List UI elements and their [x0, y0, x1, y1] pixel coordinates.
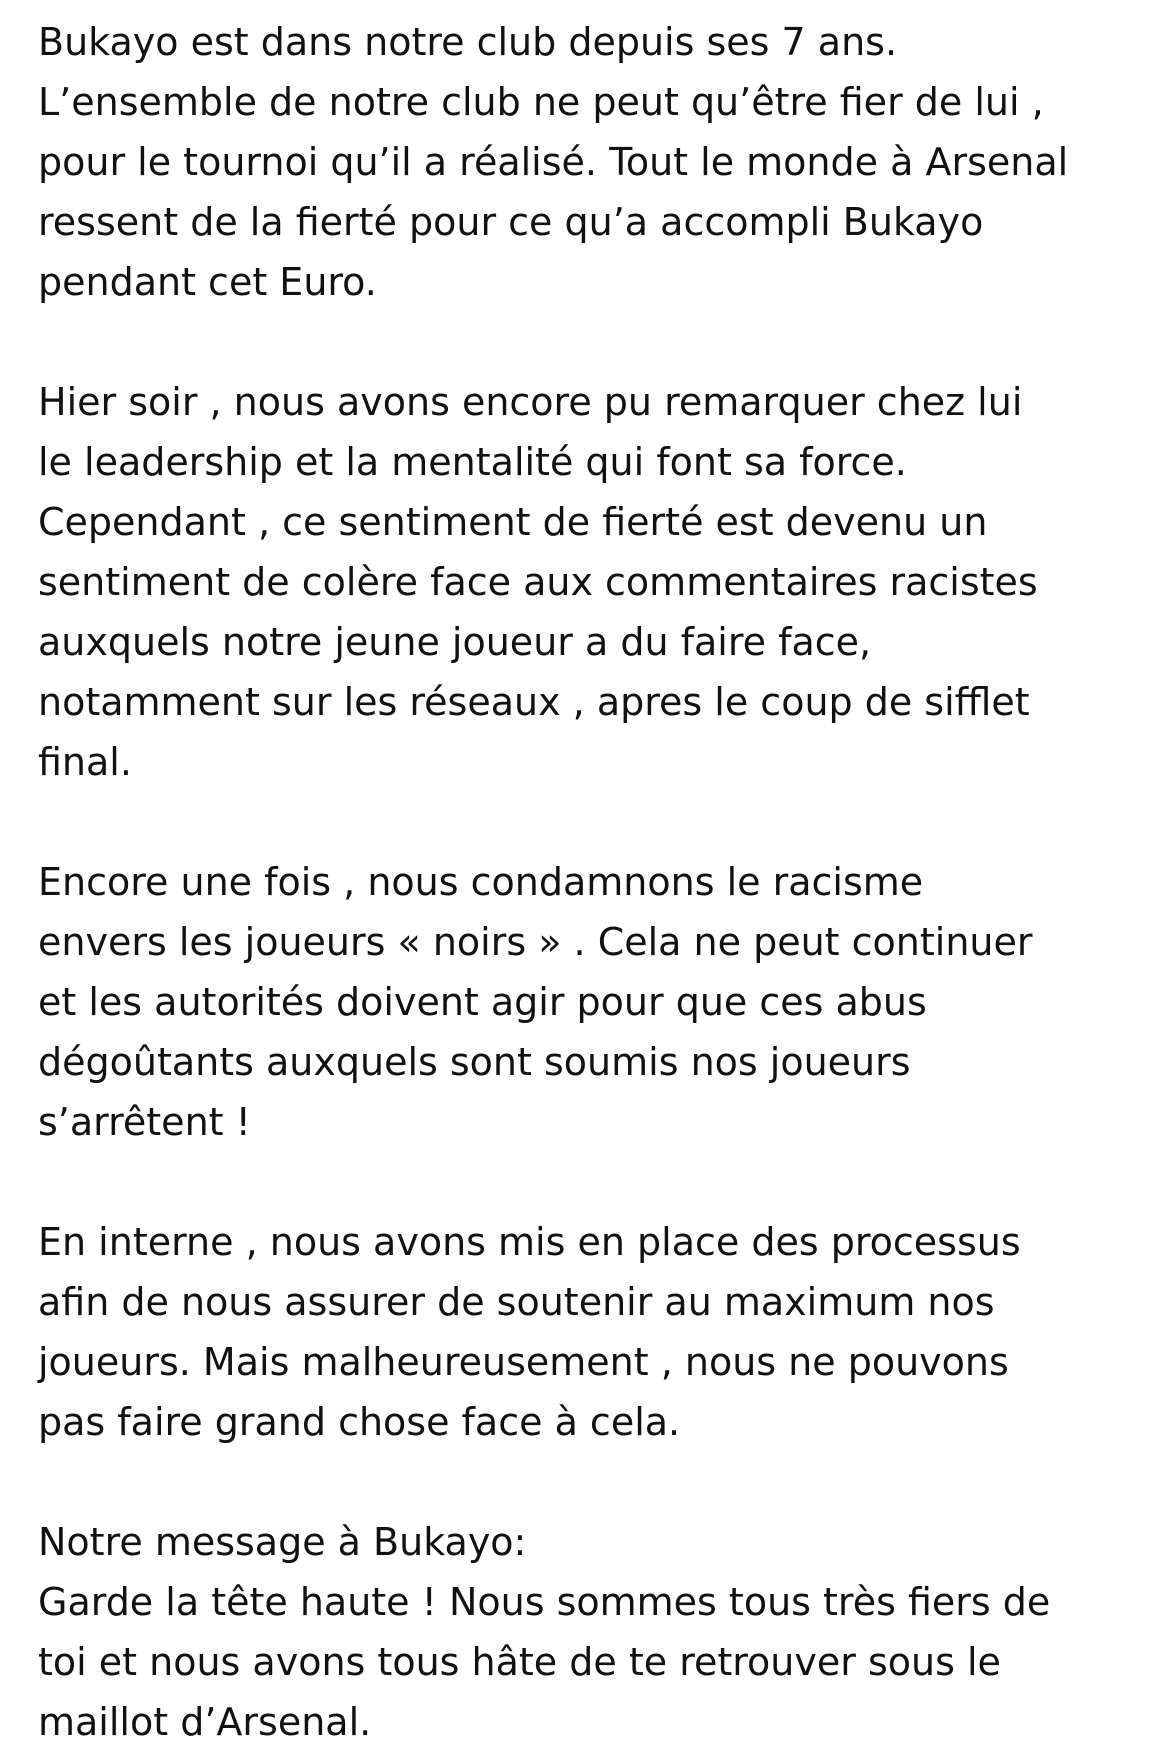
text-line: En interne , nous avons mis en place des processus — [38, 1220, 1021, 1264]
text-line: s’arrêtent ! — [38, 1100, 251, 1144]
paragraph — [38, 372, 1158, 792]
text-line: pendant cet Euro. — [38, 260, 377, 304]
paragraph — [38, 852, 1158, 1152]
paragraph-spacer — [38, 1152, 1158, 1212]
text-line: dégoûtants auxquels sont soumis nos joueurs — [38, 1040, 911, 1084]
text-line: auxquels notre jeune joueur a du faire face, — [38, 620, 872, 664]
text-line: maillot d’Arsenal. — [38, 1700, 372, 1744]
text-line: Cependant , ce sentiment de fierté est devenu un — [38, 500, 988, 544]
text-line: notamment sur les réseaux , apres le coup de sifflet — [38, 680, 1030, 724]
text-line: joueurs. Mais malheureusement , nous ne pouvons — [38, 1340, 1009, 1384]
text-line: le leadership et la mentalité qui font sa force. — [38, 440, 907, 484]
paragraph — [38, 1212, 1158, 1452]
text-line: Notre message à Bukayo: — [38, 1520, 527, 1564]
text-line: pas faire grand chose face à cela. — [38, 1400, 681, 1444]
text-line: Bukayo est dans notre club depuis ses 7 ans. — [38, 20, 898, 64]
text-line: pour le tournoi qu’il a réalisé. Tout le monde à Arsenal — [38, 140, 1069, 184]
text-line: final. — [38, 740, 132, 784]
paragraph-spacer — [38, 1452, 1158, 1512]
text-line: L’ensemble de notre club ne peut qu’être fier de lui , — [38, 80, 1044, 124]
text-line: sentiment de colère face aux commentaires racistes — [38, 560, 1038, 604]
paragraph-spacer — [38, 792, 1158, 852]
text-line: Hier soir , nous avons encore pu remarquer chez lui — [38, 380, 1023, 424]
text-line: Encore une fois , nous condamnons le racisme — [38, 860, 924, 904]
paragraph — [38, 1512, 1158, 1752]
paragraph — [38, 12, 1158, 312]
text-line: Garde la tête haute ! Nous sommes tous très fiers de — [38, 1580, 1051, 1624]
note-body — [38, 12, 1158, 1752]
text-line: toi et nous avons tous hâte de te retrouver sous le — [38, 1640, 1001, 1684]
text-line: ressent de la fierté pour ce qu’a accompli Bukayo — [38, 200, 984, 244]
text-line: afin de nous assurer de soutenir au maximum nos — [38, 1280, 995, 1324]
text-line: envers les joueurs « noirs » . Cela ne peut continuer — [38, 920, 1033, 964]
paragraph-spacer — [38, 312, 1158, 372]
text-line: et les autorités doivent agir pour que ces abus — [38, 980, 927, 1024]
